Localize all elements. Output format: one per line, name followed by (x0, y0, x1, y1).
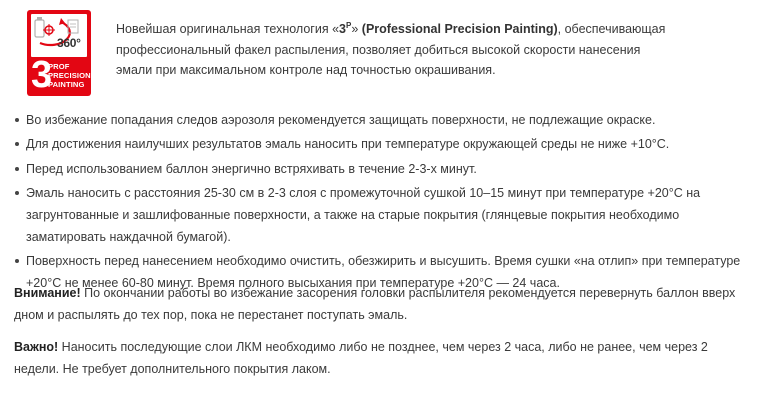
important-label: Важно! (14, 340, 59, 354)
logo-word: PRECISION (48, 71, 91, 80)
list-item: Для достижения наилучших результатов эмаль наносить при температуре окружающей среды не ниже +10°С. (12, 133, 742, 155)
warning-note (14, 282, 744, 326)
list-item: Эмаль наносить с расстояния 25-30 см в 2-3 слоя с промежуточной сушкой 10–15 минут при температуре +20°С на загрунтованные и зашлифованные поверхности, а также на старые покрытия (глянцевые покрытия необходимо заматировать наждачной бумагой). (12, 182, 742, 248)
intro-text-before: Новейшая оригинальная технология « (116, 22, 340, 36)
logo-words (48, 62, 91, 89)
logo-degree-label: 360° (57, 36, 81, 50)
instructions-list (12, 109, 742, 296)
intro-text-after: , обеспечивающая профессиональный факел распыления, позволяет добиться высокой скорости нанесения эмали при максимальном контроле над точностью окрашивания. (116, 22, 666, 77)
tech-mark: $3^P$ (339, 20, 352, 36)
tech-name: (Professional Precision Painting) (361, 22, 558, 36)
3p-technology-logo (27, 10, 91, 96)
intro-paragraph (116, 19, 676, 81)
list-item: Во избежание попадания следов аэрозоля рекомендуется защищать поверхности, не подлежащие окраске. (12, 109, 742, 131)
logo-word: PAINTING (48, 80, 85, 89)
list-item: Перед использованием баллон энергично встряхивать в течение 2-3-х минут. (12, 158, 742, 180)
intro-quote-close: » (351, 22, 362, 36)
list-item: Поверхность перед нанесением необходимо очистить, обезжирить и высушить. Время сушки «на отлип» при температуре +20°С не менее 60-80 минут. Время полного высыхания при температуре +20°С — 24 часа. (12, 250, 742, 294)
warning-label: Внимание! (14, 286, 81, 300)
important-text: Наносить последующие слои ЛКМ необходимо либо не позднее, чем через 2 часа, либо не ранее, чем через 2 недели. Не требует дополнительного покрытия лаком. (14, 340, 708, 376)
warning-text: По окончании работы во избежание засорения головки распылителя рекомендуется перевернуть баллон вверх дном и распылять до тех пор, пока не перестанет поступать эмаль. (14, 286, 736, 322)
logo-word: PROF (48, 62, 70, 71)
logo-number: 3 (31, 54, 52, 96)
important-note (14, 336, 744, 380)
